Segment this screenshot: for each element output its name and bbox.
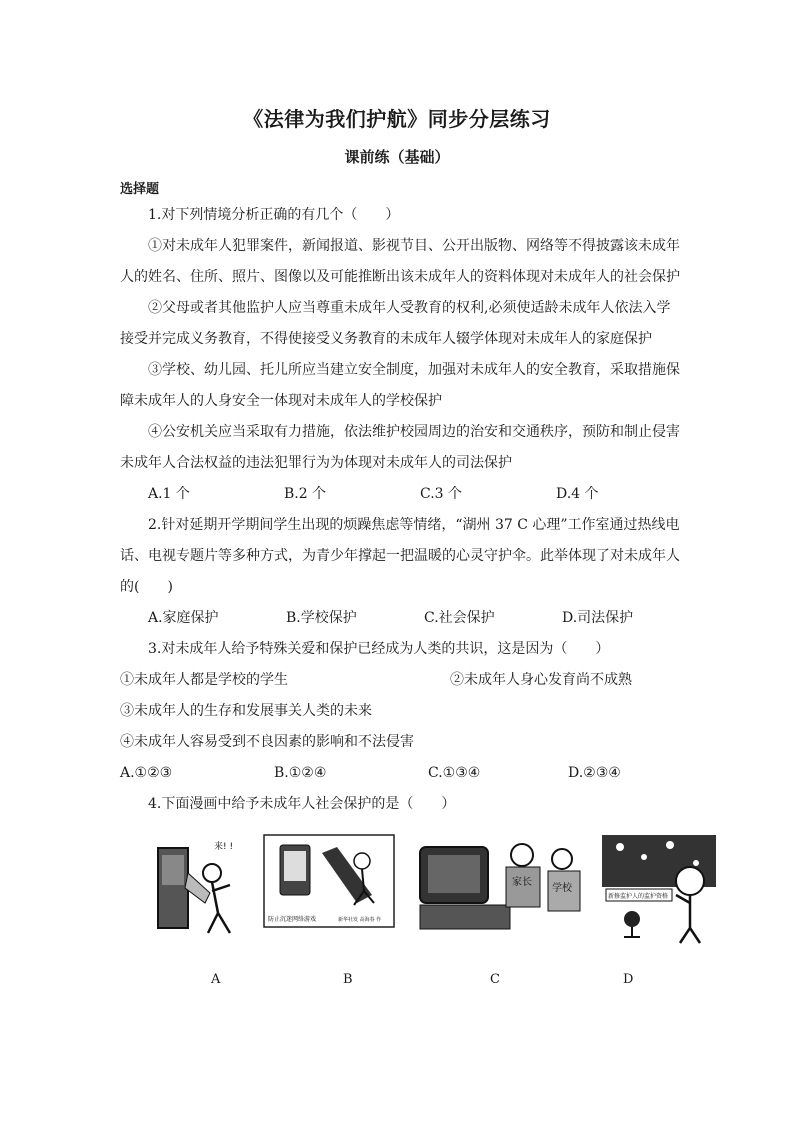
q2-option-c[interactable]: C.社会保护	[424, 610, 495, 626]
comic-b-caption-right: 新华社发 高海春 作	[338, 917, 382, 923]
q3-options	[120, 758, 680, 789]
comic-d[interactable]	[600, 833, 718, 945]
q3-statement-4: ④未成年人容易受到不良因素的影响和不法侵害	[120, 734, 414, 750]
q1-option-a[interactable]: A.1 个	[148, 486, 190, 502]
comic-b[interactable]	[262, 833, 396, 929]
q1-statement-2-cont: 接受并完成义务教育，不得使接受义务教育的未成年人辍学体现对未成年人的家庭保护	[120, 331, 652, 347]
comic-b-illustration	[262, 833, 396, 929]
q3-statements-row	[120, 665, 680, 696]
comic-a-illustration	[150, 833, 250, 943]
q1-statement-1: ①对未成年人犯罪案件，新闻报道、影视节目、公开出版物、网络等不得披露该未成年	[148, 238, 680, 254]
q2-options	[120, 603, 680, 634]
q2-stem-end: 的( )	[120, 579, 173, 595]
page-subtitle: 课前练（基础）	[344, 148, 450, 166]
q3-statement-3: ③未成年人的生存和发展事关人类的未来	[120, 703, 372, 719]
comic-d-illustration	[600, 833, 718, 945]
q2-option-a[interactable]: A.家庭保护	[148, 610, 219, 626]
comic-a[interactable]	[150, 833, 250, 943]
comic-label-c: C	[490, 972, 500, 987]
q2-stem-cont: 话、电视专题片等多种方式，为青少年撑起一把温暖的心灵守护伞。此举体现了对未成年人	[120, 548, 680, 564]
section-heading: 选择题	[120, 182, 160, 197]
comic-d-sign: 新修监护人的监护资格	[608, 893, 669, 900]
comic-a-shout: 来! !	[214, 842, 234, 852]
q2-option-b[interactable]: B.学校保护	[286, 610, 357, 626]
comic-label-a: A	[211, 972, 221, 987]
q4-stem: 4.下面漫画中给予未成年人社会保护的是（ ）	[148, 796, 456, 812]
comic-c[interactable]	[414, 833, 586, 933]
comic-c-tag-parents: 家长	[512, 877, 532, 888]
q1-option-b[interactable]: B.2 个	[284, 486, 327, 502]
q1-statement-3: ③学校、幼儿园、托儿所应当建立安全制度，加强对未成年人的安全教育，采取措施保	[148, 362, 680, 378]
q3-stem: 3.对未成年人给予特殊关爱和保护已经成为人类的共识，这是因为（ ）	[148, 641, 610, 657]
q1-option-c[interactable]: C.3 个	[420, 486, 463, 502]
q1-statement-2: ②父母或者其他监护人应当尊重未成年人受教育的权利,必须使适龄未成年人依法入学	[148, 300, 671, 316]
q1-statement-4-cont: 未成年人合法权益的违法犯罪行为为体现对未成年人的司法保护	[120, 455, 512, 471]
q1-statement-3-cont: 障未成年人的人身安全一体现对未成年人的学校保护	[120, 393, 442, 409]
page-title: 《法律为我们护航》同步分层练习	[243, 107, 551, 131]
comic-c-illustration	[414, 833, 586, 933]
q1-statement-1-cont: 人的姓名、住所、照片、图像以及可能推断出该未成年人的资料体现对未成年人的社会保护	[120, 269, 680, 285]
comic-b-caption-left: 防止沉迷网络游戏	[268, 916, 317, 923]
q1-stem: 1.对下列情境分析正确的有几个（ ）	[148, 207, 400, 223]
q3-option-d[interactable]: D.②③④	[568, 765, 621, 781]
q2-stem: 2.针对延期开学期间学生出现的烦躁焦虑等情绪，“湖州 37 C 心理”工作室通过热线电	[148, 517, 680, 533]
comic-label-d: D	[623, 972, 634, 987]
q1-option-d[interactable]: D.4 个	[556, 486, 599, 502]
q2-option-d[interactable]: D.司法保护	[562, 610, 634, 626]
q3-statement-1: ①未成年人都是学校的学生	[120, 672, 288, 688]
q1-statement-4: ④公安机关应当采取有力措施，依法维护校园周边的治安和交通秩序，预防和制止侵害	[148, 424, 680, 440]
q1-options	[120, 479, 680, 510]
q3-option-b[interactable]: B.①②④	[274, 765, 327, 781]
q3-option-a[interactable]: A.①②③	[120, 765, 173, 781]
q3-option-c[interactable]: C.①③④	[428, 765, 481, 781]
comic-c-tag-school: 学校	[552, 883, 572, 894]
q3-statement-2: ②未成年人身心发育尚不成熟	[450, 672, 632, 688]
comics-row	[0, 833, 794, 953]
questions	[120, 200, 680, 820]
comic-label-b: B	[343, 972, 353, 987]
